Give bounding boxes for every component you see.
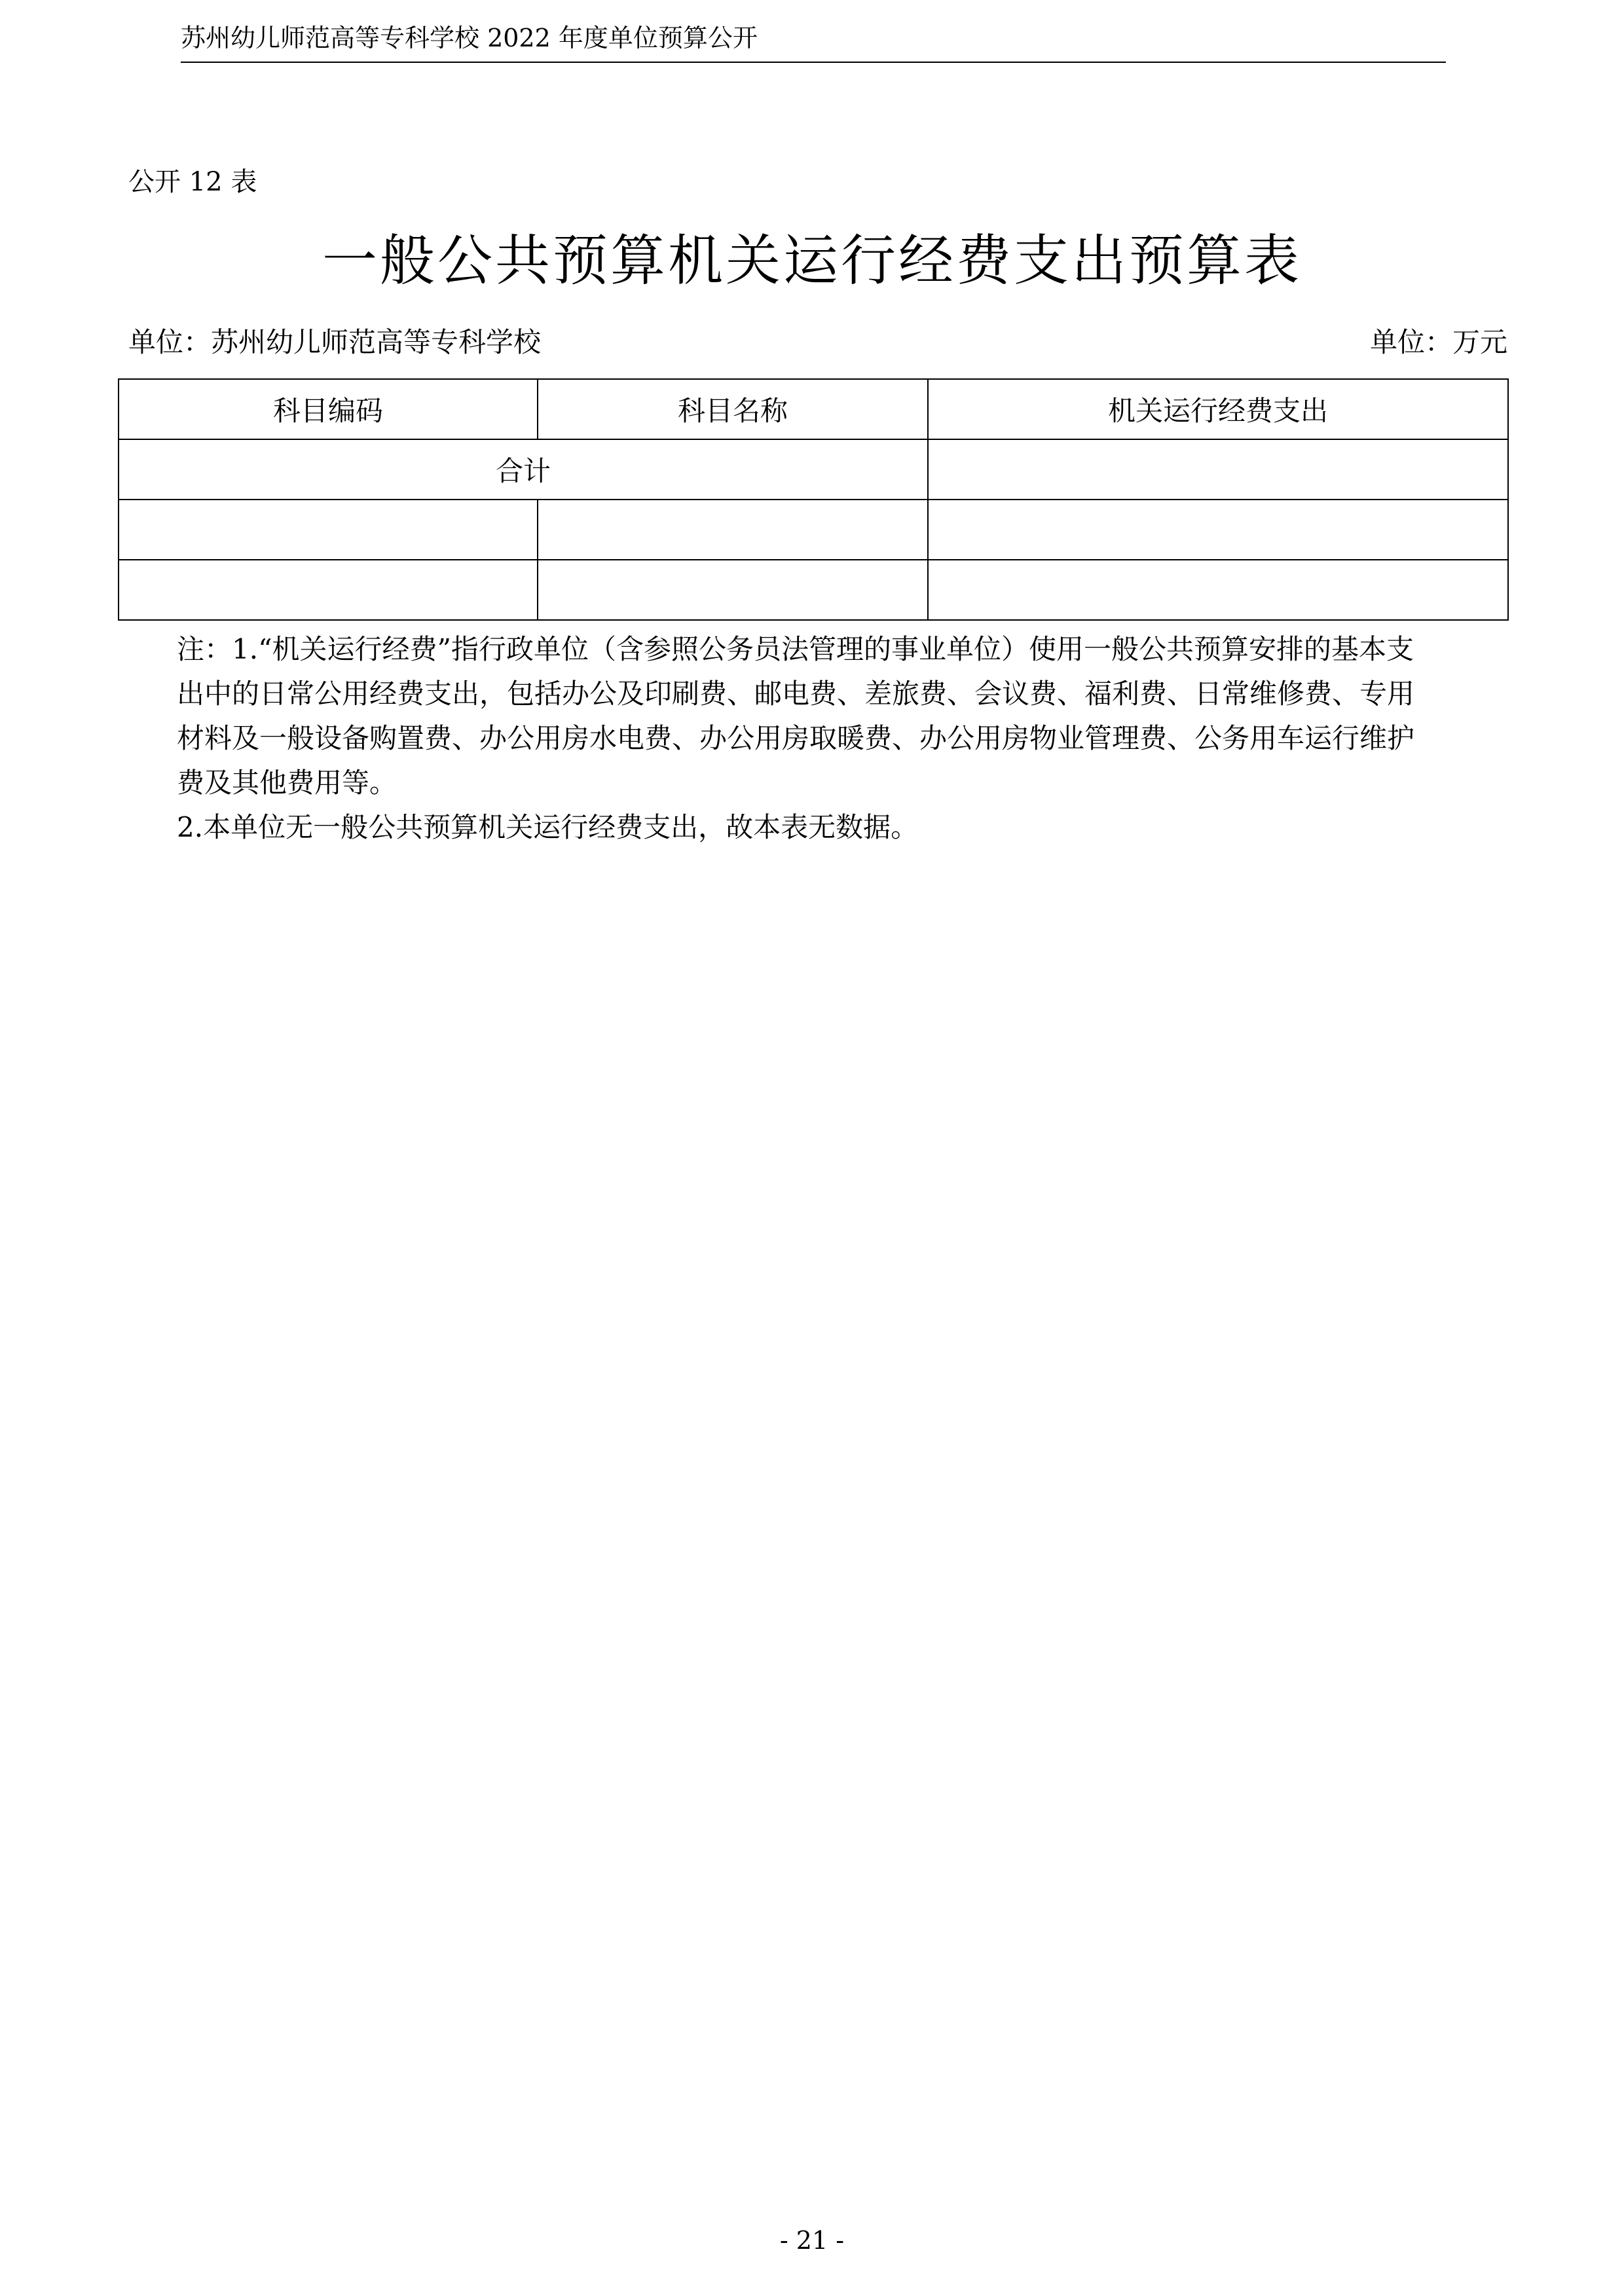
currency-unit-label: 单位：万元 xyxy=(1369,326,1507,358)
document-title: 一般公共预算机关运行经费支出预算表 xyxy=(322,228,1302,293)
table-cell xyxy=(928,560,1508,620)
table-row xyxy=(119,560,1508,620)
table-cell xyxy=(119,500,538,560)
table-cell xyxy=(538,500,928,560)
table-cell xyxy=(538,560,928,620)
table-number: 公开 12 表 xyxy=(128,167,257,197)
header-text: 苏州幼儿师范高等专科学校 2022 年度单位预算公开 xyxy=(181,24,758,52)
header-cell-expense: 机关运行经费支出 xyxy=(928,379,1508,439)
note-item-2: 2.本单位无一般公共预算机关运行经费支出，故本表无数据。 xyxy=(177,811,919,843)
table-row xyxy=(119,500,1508,560)
page-number: - 21 - xyxy=(779,2226,845,2255)
table-header-row xyxy=(119,379,1508,439)
organization-label: 单位：苏州幼儿师范高等专科学校 xyxy=(128,326,542,358)
total-value-cell xyxy=(928,439,1508,500)
header-cell-code: 科目编码 xyxy=(119,379,538,439)
notes-section xyxy=(177,627,1421,850)
table-cell xyxy=(119,560,538,620)
table-total-row xyxy=(119,439,1508,500)
table-cell xyxy=(928,500,1508,560)
total-label-cell: 合计 xyxy=(119,439,928,500)
page-header xyxy=(181,18,1446,63)
note-item-1: 注：1.“机关运行经费”指行政单位（含参照公务员法管理的事业单位）使用一般公共预算安排的基本支出中的日常公用经费支出，包括办公及印刷费、邮电费、差旅费、会议费、福利费、日常维修费、专用材料及一般设备购置费、办公用房水电费、办公用房取暖费、办公用房物业管理费、公务用车运行维护费及其他费用等。 xyxy=(177,633,1415,799)
budget-table xyxy=(118,378,1509,621)
header-cell-name: 科目名称 xyxy=(538,379,928,439)
